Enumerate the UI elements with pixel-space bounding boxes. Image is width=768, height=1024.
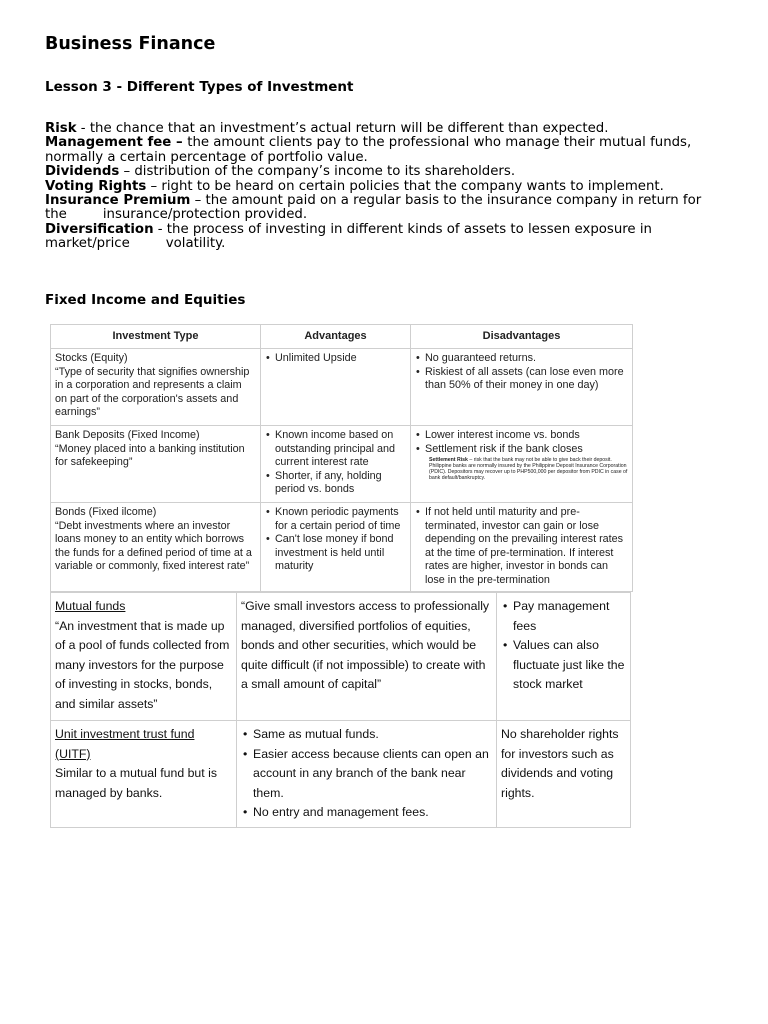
definitions-list [45, 122, 725, 252]
definition-term: Risk [45, 121, 77, 136]
investment-description: “Money placed into a banking institution for safekeeping” [55, 442, 245, 469]
definition-term: Diversification [45, 221, 154, 237]
list-item: • Known periodic payments for a certain period of time [275, 506, 406, 533]
investment-name: Unit investment trust fund (UITF) [55, 727, 195, 761]
definition-term: Voting Rights [45, 178, 147, 194]
definition-text: - the process of investing in different kinds of assets to lessen exposure in market/price [45, 221, 652, 252]
list-item: • Shorter, if any, holding period vs. bonds [275, 470, 406, 497]
list-item: • Can't lose money if bond investment is held until maturity [275, 533, 406, 574]
investment-type-cell [51, 426, 261, 503]
investment-type-cell [51, 349, 261, 426]
investment-type-cell [51, 593, 237, 721]
definition-management-fee [45, 136, 725, 165]
definition-insurance-premium [45, 194, 725, 223]
definition-term: Dividends [45, 164, 120, 180]
investment-description: “Type of security that signifies ownership in a corporation and represents a claim on part of the corporation's assets and earnings” [55, 365, 250, 419]
advantages-cell: “Give small investors access to professionally managed, diversified portfolios of equities, bonds and other securities, which would be quite difficult (if not impossible) to create with a small amount of capital” [237, 593, 497, 721]
list-item: • If not held until maturity and pre-terminated, investor can gain or lose depending on the prevailing interest rates at the time of pre-termination. If interest rates are higher, investor in bonds can lose in the pre-termination [425, 506, 628, 588]
list-item: • No guaranteed returns. [425, 352, 628, 366]
list-item: • Settlement risk if the bank closes [425, 443, 628, 457]
list-item: • Riskiest of all assets (can lose even more than 50% of their money in one day) [425, 366, 628, 393]
list-item: • Pay management fees [513, 597, 626, 636]
document-title: Business Finance [45, 34, 216, 54]
definition-voting-rights [45, 180, 725, 194]
header-advantages: Advantages [261, 325, 411, 349]
disadvantages-cell [411, 426, 633, 503]
table-row [51, 721, 631, 828]
list-item: • Unlimited Upside [275, 352, 406, 366]
advantages-cell [261, 426, 411, 503]
investment-name: Mutual funds [55, 599, 126, 613]
definition-text: - the chance that an investment’s actual return will be different than expected. [76, 121, 609, 136]
list-item: • Easier access because clients can open an account in any branch of the bank near them. [253, 745, 492, 804]
disadvantages-cell [497, 593, 631, 721]
investment-type-cell [51, 503, 261, 592]
header-disadvantages: Disadvantages [411, 325, 633, 349]
investment-description: “Debt investments where an investor loans money to an entity which borrows the funds for a defined period of time at a variable or commonly, fixed interest rate” [55, 519, 252, 573]
definition-diversification [45, 223, 725, 252]
note-term: Settlement Risk [429, 457, 468, 464]
definition-term: Management fee – [45, 135, 188, 151]
definition-dividends [45, 165, 725, 179]
lesson-title: Lesson 3 - Different Types of Investment [45, 79, 354, 95]
advantages-cell [261, 503, 411, 592]
investment-type-cell [51, 721, 237, 828]
list-item: • Known income based on outstanding principal and current interest rate [275, 429, 406, 470]
section-title: Fixed Income and Equities [45, 292, 246, 308]
investment-description: Similar to a mutual fund but is managed by banks. [55, 766, 217, 800]
investment-description: “An investment that is made up of a pool of funds collected from many investors for the purpose of investing in stocks, bonds, and similar assets” [55, 618, 230, 711]
definition-text: – right to be heard on certain policies that the company wants to implement. [146, 178, 664, 194]
definition-text: the amount clients pay to the professional who manage their mutual funds, normally a certain percentage of portfolio value. [45, 135, 692, 165]
list-item: • Lower interest income vs. bonds [425, 429, 628, 443]
table-header-row [51, 325, 633, 349]
investment-name: Stocks (Equity) [55, 352, 128, 364]
table-row [51, 349, 633, 426]
note-text: – risk that the bank may not be able to give back their deposit. Philippine banks are normally insured by the Philippine Deposit Insurance Corporation (PDIC). Depositors may recover up to PHP500,000 per depositor from PDIC in case of bank default/bankruptcy. [429, 457, 628, 482]
definition-text: volatility. [165, 236, 226, 252]
investment-types-table [50, 324, 633, 592]
disadvantages-cell [411, 349, 633, 426]
disadvantages-cell: No shareholder rights for investors such as dividends and voting rights. [497, 721, 631, 828]
investment-name: Bank Deposits (Fixed Income) [55, 429, 200, 441]
definition-text: – the amount paid on a regular basis to the insurance company in return for the [45, 193, 702, 223]
table-row [51, 593, 631, 721]
settlement-risk-note [429, 457, 628, 481]
funds-table [50, 592, 631, 828]
advantages-cell [237, 721, 497, 828]
definition-term: Insurance Premium [45, 193, 191, 209]
definition-risk [45, 122, 725, 136]
header-investment-type: Investment Type [51, 325, 261, 349]
table-row [51, 503, 633, 592]
investment-name: Bonds (Fixed ilcome) [55, 506, 157, 518]
advantages-cell [261, 349, 411, 426]
list-item: • Same as mutual funds. [253, 725, 492, 745]
disadvantages-cell [411, 503, 633, 592]
list-item: • No entry and management fees. [253, 803, 492, 823]
table-row [51, 426, 633, 503]
list-item: • Values can also fluctuate just like the stock market [513, 636, 626, 695]
definition-text: – distribution of the company’s income to its shareholders. [119, 164, 516, 180]
definition-text: insurance/protection provided. [102, 207, 308, 223]
